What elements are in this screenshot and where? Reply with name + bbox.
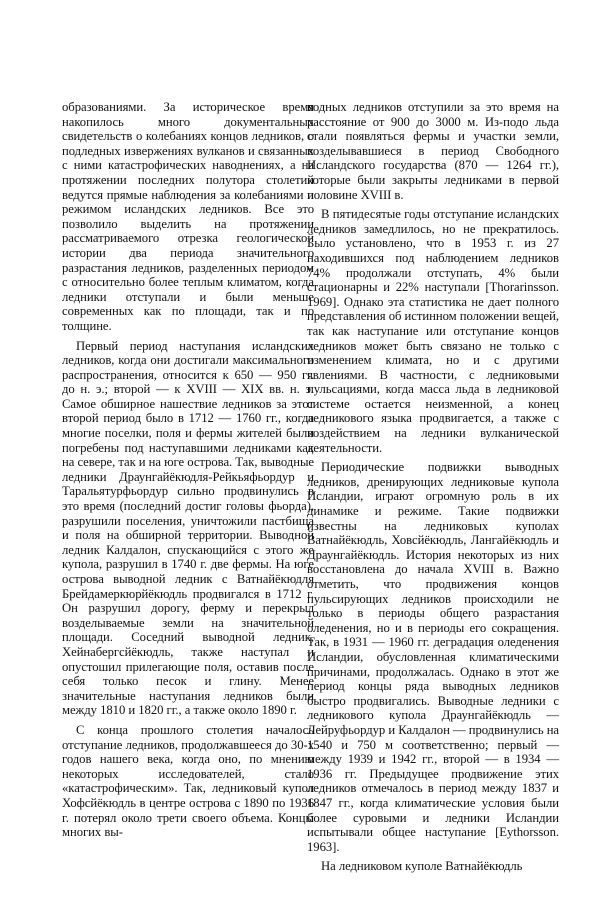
paragraph: образованиями. За историческое время накопилось много документальных свидетельств о колебаниях концов ледников, о подледных извержениях вулканов и связанных с ними катастрофических наводнениях, а на протяжении последних полутора столетий ведутся прямые наблюдения за колебаниями и режимом исландских ледников. Все это позволило выделить на протяжении рассматриваемого отрезка геологической истории два периода значительного разрастания ледников, разделенных периодом с относительно более теплым климатом, когда ледники отступали и были меньше современных как по площади, так и по толщине. — [62, 100, 314, 333]
paragraph: Первый период наступания исландских ледников, когда они достигали максимального распространения, относится к 650 — 950 гг. до н. э.; второй — к XVIII — XIX вв. н. э. Самое обширное нашествие ледников за этот второй период было в 1712 — 1760 гг., когда многие поселки, поля и фермы жителей были погребены под наступавшими ледниками как на севере, так и на юге острова. Так, выводные ледники Драунгайёкюдля-Рейкьяфьордур и Таральятурфьордур сильно продвинулись в это время (последний достиг головы фьорда), разрушили поселения, уничтожили пастбища и поля на обширной территории. Выводной ледник Калдалон, спускающийся с этого же купола, разрушил в 1740 г. две фермы. На юге острова выводной ледник с Ватнайёкюдля Брейдамеркюрйёкюдль продвигался в 1712 г. Он разрушил дорогу, ферму и перекрыл возделываемые земли на значительной площади. Соседний выводной ледник, Хейнабергсйёкюдль, также наступал и опустошил прилегающие поля, оставив после себя только песок и глину. Менее значительные наступания ледников были между 1810 и 1820 гг., а также около 1890 г. — [62, 338, 314, 718]
right-column — [307, 100, 559, 874]
paragraph: В пятидесятые годы отступание исландских ледников замедлилось, но не прекратилось. Было установлено, что в 1953 г. из 27 находившихся под наблюдением ледников 74% продолжали отступать, 4% были стационарны и 22% наступали [Thorarinsson. 1969]. Однако эта статистика не дает полного представления об истинном положении вещей, так как наступание или отступание концов ледников может быть связано не только с изменением климата, но и с другими явлениями. В частности, с ледниковыми пульсациями, когда масса льда в ледниковой системе остается неизменной, а конец ледникового языка продвигается, а также с воздействием на ледники вулканической деятельности. — [307, 207, 559, 455]
paragraph: С конца прошлого столетия началось отступание ледников, продолжавшееся до 30-х годов нашего века, когда оно, по мнению некоторых исследователей, стало «катастрофическим». Так, ледниковый купол Хофсйёкюдль в центре острова с 1890 по 1936 г. потерял около трети своего объема. Концы многих вы- — [62, 722, 314, 840]
paragraph: На ледниковом куполе Ватнайёкюдль — [321, 859, 523, 874]
paragraph: Периодические подвижки выводных ледников, дренирующих ледниковые купола Исландии, играют огромную роль в их динамике и режиме. Такие подвижки известны на ледниковых куполах Ватнайёкюдль, Ховсйёкюдль, Лангайёкюдль и Драунгайёкюдль. История некоторых из них восстановлена до начала XVIII в. Важно отметить, что продвижения концов пульсирующих ледников происходили не только в периоды общего разрастания оледенения, но и в периоды его сокращения. Так, в 1931 — 1960 гг. деградация оледенения Исландии, обусловленная климатическими причинами, продолжалась. Однако в этот же период концы ряда выводных ледников быстро продвигались. Выводные ледники с ледникового купола Драунгайёкюдль — Лейруфьордур и Калдалон — продвинулись на 1540 и 750 м соответственно; первый — между 1939 и 1942 гг., второй — в 1934 — 1936 гг. Предыдущее продвижение этих ледников отмечалось в период между 1837 и 1847 гг., когда климатические условия были более суровыми и ледники Исландии испытывали общее наступание [Eythorsson. 1963]. — [307, 460, 560, 854]
left-column — [62, 100, 314, 840]
paragraph: водных ледников отступили за это время на расстояние от 900 до 3000 м. Из-подо льда стали появляться фермы и участки земли, возделывавшиеся в период Свободного Исландского государства (870 — 1264 гг.), которые были закрыты ледниками в первой половине XVIII в. — [307, 100, 559, 202]
